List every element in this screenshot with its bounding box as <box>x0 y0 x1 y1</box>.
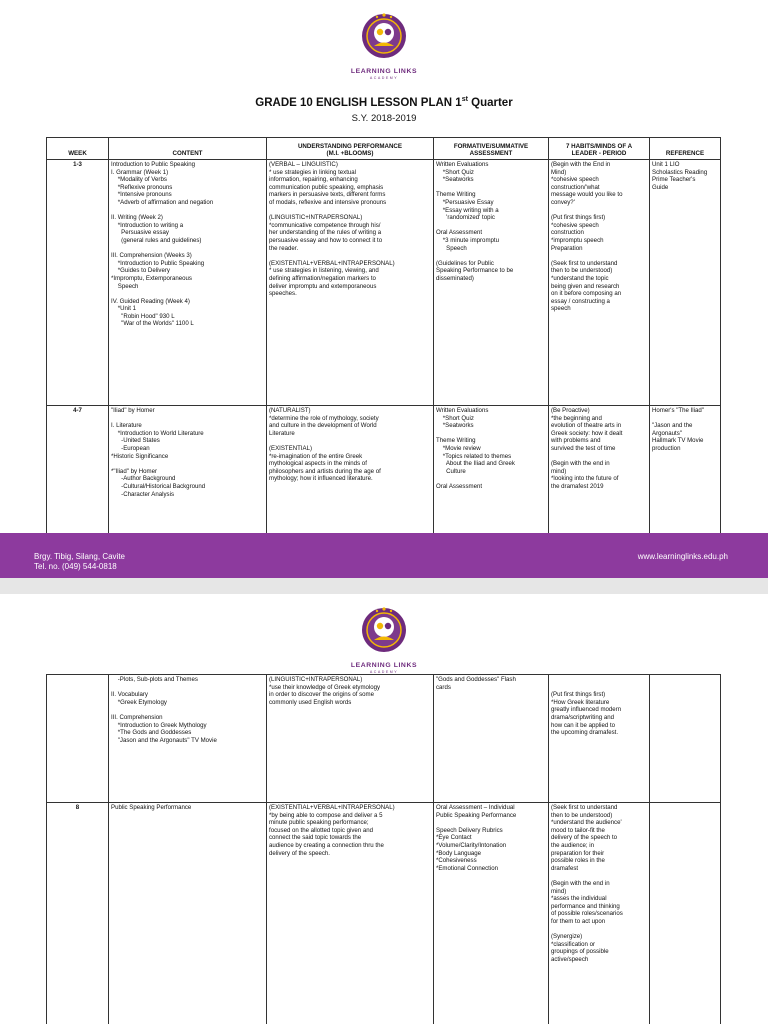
address-line-2: Tel. no. (049) 544-0818 <box>34 562 117 571</box>
table-header-row <box>47 138 721 160</box>
page-footer <box>0 533 768 578</box>
assessment-cell: "Gods and Goddesses" Flash cards <box>434 675 549 803</box>
reference-cell <box>650 803 721 1024</box>
footer-website-link[interactable]: www.learninglinks.edu.ph <box>637 552 728 561</box>
lesson-plan-table-continued <box>46 674 721 1024</box>
table-row <box>47 803 721 1024</box>
content-cell: Public Speaking Performance <box>109 803 267 1024</box>
header-content: CONTENT <box>109 138 267 160</box>
learning-links-emblem-icon <box>361 8 407 66</box>
content-cell: Introduction to Public Speaking I. Grammar (Week 1) *Modality of Verbs *Reflexive pronouns *Intensive pronouns *Adverb of affirmation and negation II. Writing (Week 2) *Introduction to writing a Persuasive essay (general rules and guidelines) III. Comprehension (Weeks 3) *Introduction to Public Speaking *Guides to Delivery *Impromptu, Extemporaneous Speech IV. Guided Reading (Week 4) *Unit 1 "Robin Hood" 930 L "War of the Worlds" 1100 L <box>109 160 267 406</box>
header-week: WEEK <box>47 138 109 160</box>
habits-cell: (Begin with the End in Mind) *cohesive speech construction/'what message would you like to convey?' (Put first things first) *cohesive speech construction *impromptu speech Preparation (Seek first to understand then to be understood) *understand the topic being given and research on it before composing an essay / constructing a speech <box>549 160 650 406</box>
address-line-1: Brgy. Tibig, Silang, Cavite <box>34 552 126 561</box>
reference-cell: Homer's "The Iliad" "Jason and the Argonauts" Hallmark TV Movie production <box>650 406 721 534</box>
understanding-cell: (LINGUISTIC+INTRAPERSONAL) *use their knowledge of Greek etymology in order to discover the origins of some commonly used English words <box>267 675 434 803</box>
title-tail: Quarter <box>467 96 513 109</box>
content-cell: -Plots, Sub-plots and Themes II. Vocabulary *Greek Etymology III. Comprehension *Introduction to Greek Mythology *The Gods and Goddesses "Jason and the Argonauts" TV Movie <box>109 675 267 803</box>
habits-cell: (Be Proactive) *the beginning and evolution of theatre arts in Greek society: how it dealt with problems and survived the test of time (Begin with the end in mind) *looking into the future of the dramafest 2019 <box>549 406 650 534</box>
document-page-2 <box>0 594 768 1024</box>
content-cell: "Iliad" by Homer I. Literature *Introduction to World Literature -United States -European *Historic Significance *"Iliad" by Homer -Author Background -Cultural/Historical Background -Character Analysis <box>109 406 267 534</box>
week-cell: 1-3 <box>47 160 109 406</box>
title-main: GRADE 10 ENGLISH LESSON PLAN 1 <box>255 96 462 109</box>
assessment-cell: Oral Assessment – Individual Public Speaking Performance Speech Delivery Rubrics *Eye Contact *Volume/Clarity/Intonation *Body Language *Cohesiveness *Emotional Connection <box>434 803 549 1024</box>
habits-cell: (Put first things first) *How Greek literature greatly influenced modern drama/scriptwriting and how can it be applied to the upcoming dramafest. <box>549 675 650 803</box>
learning-links-emblem-icon <box>361 602 407 660</box>
header-habits: 7 HABITS/MINDS OF A LEADER - PERIOD <box>549 138 650 160</box>
table-row <box>47 160 721 406</box>
header-assessment: FORMATIVE/SUMMATIVE ASSESSMENT <box>434 138 549 160</box>
reference-cell <box>650 675 721 803</box>
logo-name: LEARNING LINKS <box>350 68 418 75</box>
table-row <box>47 675 721 803</box>
week-cell: 4-7 <box>47 406 109 534</box>
week-cell <box>47 675 109 803</box>
logo-subtitle: ACADEMY <box>369 76 399 80</box>
table-row <box>47 406 721 534</box>
footer-address <box>34 552 125 572</box>
logo-name: LEARNING LINKS <box>350 662 418 669</box>
understanding-cell: (NATURALIST) *determine the role of mythology, society and culture in the development of World Literature (EXISTENTIAL) *re-imagination of the entire Greek mythological aspects in the minds of philosophers and artists during the age of mythology; how it influenced literature. <box>267 406 434 534</box>
page-gap <box>0 578 768 594</box>
page-title <box>0 96 768 109</box>
title-superscript: st <box>461 96 468 103</box>
assessment-cell: Written Evaluations *Short Quiz *Seatworks Theme Writing *Movie review *Topics related to themes About the Iliad and Greek Culture Oral Assessment <box>434 406 549 534</box>
school-logo <box>334 8 434 80</box>
habits-cell: (Seek first to understand then to be understood) *understand the audience' mood to tailor-fit the delivery of the speech to the audience; in preparation for their possible roles in the dramafest (Begin with the end in mind) *asses the individual performance and thinking of possible roles/scenarios for them to act upon (Synergize) *classification or groupings of possible active/speech <box>549 803 650 1024</box>
lesson-plan-table <box>46 137 721 534</box>
logo-subtitle: ACADEMY <box>369 670 399 674</box>
school-year: S.Y. 2018-2019 <box>351 113 417 124</box>
assessment-cell: Written Evaluations *Short Quiz *Seatworks Theme Writing *Persuasive Essay *Essay writing with a 'randomized' topic Oral Assessment *3 minute impromptu Speech (Guidelines for Public Speaking Performance to be disseminated) <box>434 160 549 406</box>
understanding-cell: (EXISTENTIAL+VERBAL+INTRAPERSONAL) *by being able to compose and deliver a 5 minute public speaking performance; focused on the allotted topic given and connect the said topic towards the audience by creating a connection thru the delivery of the speech. <box>267 803 434 1024</box>
week-cell: 8 <box>47 803 109 1024</box>
header-reference: REFERENCE <box>650 138 721 160</box>
understanding-cell: (VERBAL – LINGUISTIC) * use strategies in linking textual information, repairing, enhancing communication public speaking, emphasis markers in persuasive texts, different forms of modals, reflexive and intensive pronouns (LINGUISTIC+INTRAPERSONAL) *communicative competence through his/ her understanding of the rules of writing a persuasive essay and how to connect it to the reader. (EXISTENTIAL+VERBAL+INTRAPERSONAL) * use strategies in listening, viewing, and defining affirmation/negation markers to deliver impromptu and extemporaneous speeches. <box>267 160 434 406</box>
reference-cell: Unit 1 LIO Scholastics Reading Prime Teacher's Guide <box>650 160 721 406</box>
school-logo <box>334 602 434 674</box>
header-understanding: UNDERSTANDING PERFORMANCE (M.I. +BLOOMS) <box>267 138 434 160</box>
